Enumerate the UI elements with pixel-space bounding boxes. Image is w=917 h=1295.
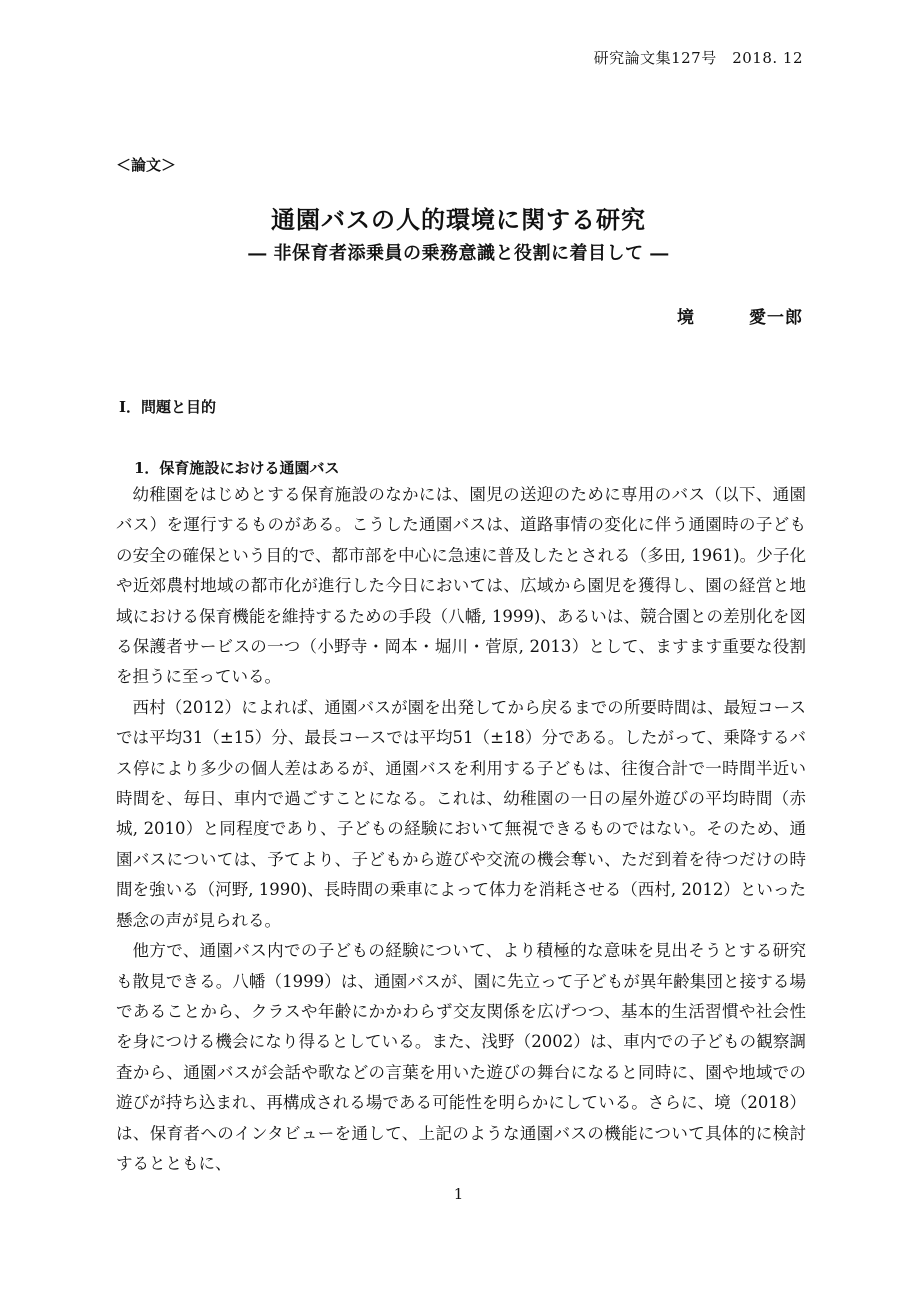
paragraph: 西村（2012）によれば、通園バスが園を出発してから戻るまでの所要時間は、最短コースでは平均31（±15）分、最長コースでは平均51（±18）分である。したがって、乗降するバス停により多少の個人差はあるが、通園バスを利用する子どもは、往復合計で一時間半近い時間を、毎日、車内で過ごすことになる。これは、幼稚園の一日の屋外遊びの平均時間（赤城, 2010）と同程度であり、子どもの経験において無視できるものではない。そのため、通園バスについては、予てより、子どもから遊びや交流の機会奪い、ただ到着を待つだけの時間を強いる（河野, 1990)、長時間の乗車によって体力を消耗させる（西村, 2012）といった懸念の声が見られる。: [116, 697, 806, 930]
subsection-heading: 1．保育施設における通園バス: [134, 459, 340, 477]
journal-header: 研究論文集127号 2018. 12: [593, 49, 803, 67]
body-text: [116, 480, 806, 1179]
author-name: 境 愛一郎: [677, 308, 803, 328]
paragraph: 幼稚園をはじめとする保育施設のなかには、園児の送迎のために専用のバス（以下、通園バス）を運行するものがある。こうした通園バスは、道路事情の変化に伴う通園時の子どもの安全の確保という目的で、都市部を中心に急速に普及したとされる（多田, 1961)。少子化や近郊農村地域の都市化が進行した今日においては、広域から園児を獲得し、園の経営と地域における保育機能を維持するための手段（八幡, 1999)、あるいは、競合園との差別化を図る保護者サービスの一つ（小野寺・岡本・堀川・菅原, 2013）として、ますます重要な役割を担うに至っている。: [116, 485, 807, 687]
section-heading: Ⅰ．問題と目的: [119, 398, 217, 416]
paper-title: 通園バスの人的環境に関する研究: [271, 205, 646, 234]
page-number: 1: [453, 1185, 464, 1203]
section-label: ＜論文＞: [116, 156, 177, 174]
paper-subtitle: ― 非保育者添乗員の乗務意識と役割に着目して ―: [248, 243, 669, 264]
paragraph: 他方で、通園バス内での子どもの経験について、より積極的な意味を見出そうとする研究も散見できる。八幡（1999）は、通園バスが、園に先立って子どもが異年齢集団と接する場であることから、クラスや年齢にかかわらず交友関係を広げつつ、基本的生活習慣や社会性を身につける機会になり得るとしている。また、浅野（2002）は、車内での子どもの観察調査から、通園バスが会話や歌などの言葉を用いた遊びの舞台になると同時に、園や地域での遊びが持ち込まれ、再構成される場である可能性を明らかにしている。さらに、境（2018）は、保育者へのインタビューを通して、上記のような通園バスの機能について具体的に検討するとともに、: [116, 941, 806, 1173]
